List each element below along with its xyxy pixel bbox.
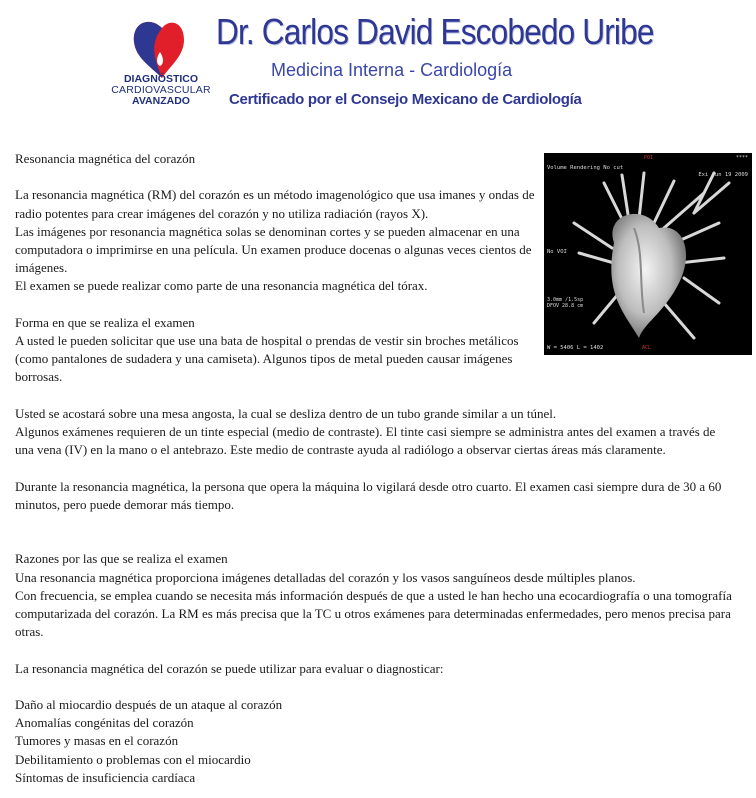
certification-text: Certificado por el Consejo Mexicano de Cardiología bbox=[229, 91, 582, 108]
condition-item: Tumores y masas en el corazón bbox=[15, 733, 179, 749]
logo-line-1: DIAGNÓSTICO bbox=[123, 73, 199, 85]
mri-overlay-voi: No VOI bbox=[547, 249, 567, 255]
intro-paragraph-3: El examen se puede realizar como parte de una resonancia magnética del tórax. bbox=[15, 278, 428, 294]
section-heading-procedure: Forma en que se realiza el examen bbox=[15, 314, 195, 330]
condition-item: Anomalías congénitas del corazón bbox=[15, 715, 194, 731]
procedure-paragraph-4: Durante la resonancia magnética, la persona que opera la máquina lo vigilará desde otro cuarto. El examen casi siempre dura de 30 a 60 minutos, pero puede demorar más tiempo. bbox=[15, 478, 722, 512]
section-heading-reasons: Razones por las que se realiza el examen bbox=[15, 551, 228, 567]
procedure-paragraph-3: Algunos exámenes requieren de un tinte especial (medio de contraste). El tinte casi siempre se administra antes del examen a través de una vena (IV) en la mano o el antebrazo. Este medio de contraste ayuda al radiólogo a observar ciertas áreas más claramente. bbox=[15, 424, 716, 458]
mri-overlay-dfov: DFOV 28.8 cm bbox=[547, 303, 584, 309]
mri-overlay-date: Exi Jun 19 2009 bbox=[698, 172, 748, 178]
reasons-paragraph-3: La resonancia magnética del corazón se puede utilizar para evaluar o diagnosticar: bbox=[15, 660, 444, 676]
logo-line-3: AVANZADO bbox=[132, 95, 190, 107]
mri-overlay-window: W = 5406 L = 1402 bbox=[547, 345, 604, 351]
mri-overlay-top-corner: **** bbox=[735, 155, 748, 161]
mri-overlay-top-center: POI bbox=[644, 155, 654, 161]
cardiac-mri-image bbox=[544, 153, 752, 355]
logo-line-2: CARDIOVASCULAR bbox=[111, 84, 211, 96]
mri-overlay-bottom-center: ACL bbox=[642, 345, 652, 351]
article-heading: Resonancia magnética del corazón bbox=[15, 151, 196, 166]
intro-paragraph-2: Las imágenes por resonancia magnética solas se denominan cortes y se pueden almacenar en una computadora o imprimirse en una película. Un examen produce docenas o algunas veces cientos de imágenes. bbox=[15, 223, 532, 276]
condition-item: Daño al miocardio después de un ataque al corazón bbox=[15, 696, 283, 712]
reasons-paragraph-2: Con frecuencia, se emplea cuando se necesita más información después de que a usted le han hecho una ecocardiografía o una tomografía computarizada del corazón. La RM es más precisa que la TC u otros exámenes para determinadas enfermedades, pero menos precisa para otras. bbox=[15, 587, 732, 640]
page-header bbox=[0, 0, 756, 130]
mri-overlay-top-left: Volume Rendering No cut bbox=[547, 165, 624, 171]
condition-item: Debilitamiento o problemas con el miocardio bbox=[15, 751, 251, 767]
page-subtitle: Medicina Interna - Cardiología bbox=[271, 60, 513, 80]
intro-paragraph: La resonancia magnética (RM) del corazón es un método imagenológico que usa imanes y ondas de radio potentes para crear imágenes del corazón y no utiliza radiación (rayos X). bbox=[15, 187, 535, 221]
condition-item: Síntomas de insuficiencia cardíaca bbox=[15, 769, 196, 785]
procedure-paragraph-1: A usted le pueden solicitar que use una bata de hospital o prendas de vestir sin broches metálicos (como pantalones de sudadera y una camiseta). Algunos tipos de metal pueden causar imágenes borrosas. bbox=[15, 333, 519, 385]
reasons-paragraph-1: Una resonancia magnética proporciona imágenes detalladas del corazón y los vasos sanguíneos desde múltiples planos. bbox=[15, 569, 636, 585]
heart-rendering bbox=[544, 153, 752, 355]
page-title: Dr. Carlos David Escobedo Uribe bbox=[216, 11, 654, 52]
mri-overlay-thickness: 3.0mm /1.5sp bbox=[547, 297, 584, 303]
procedure-paragraph-2: Usted se acostará sobre una mesa angosta, la cual se desliza dentro de un tubo grande similar a un túnel. bbox=[15, 405, 557, 421]
mri-overlay-params bbox=[547, 297, 583, 309]
logo-text bbox=[100, 74, 222, 107]
